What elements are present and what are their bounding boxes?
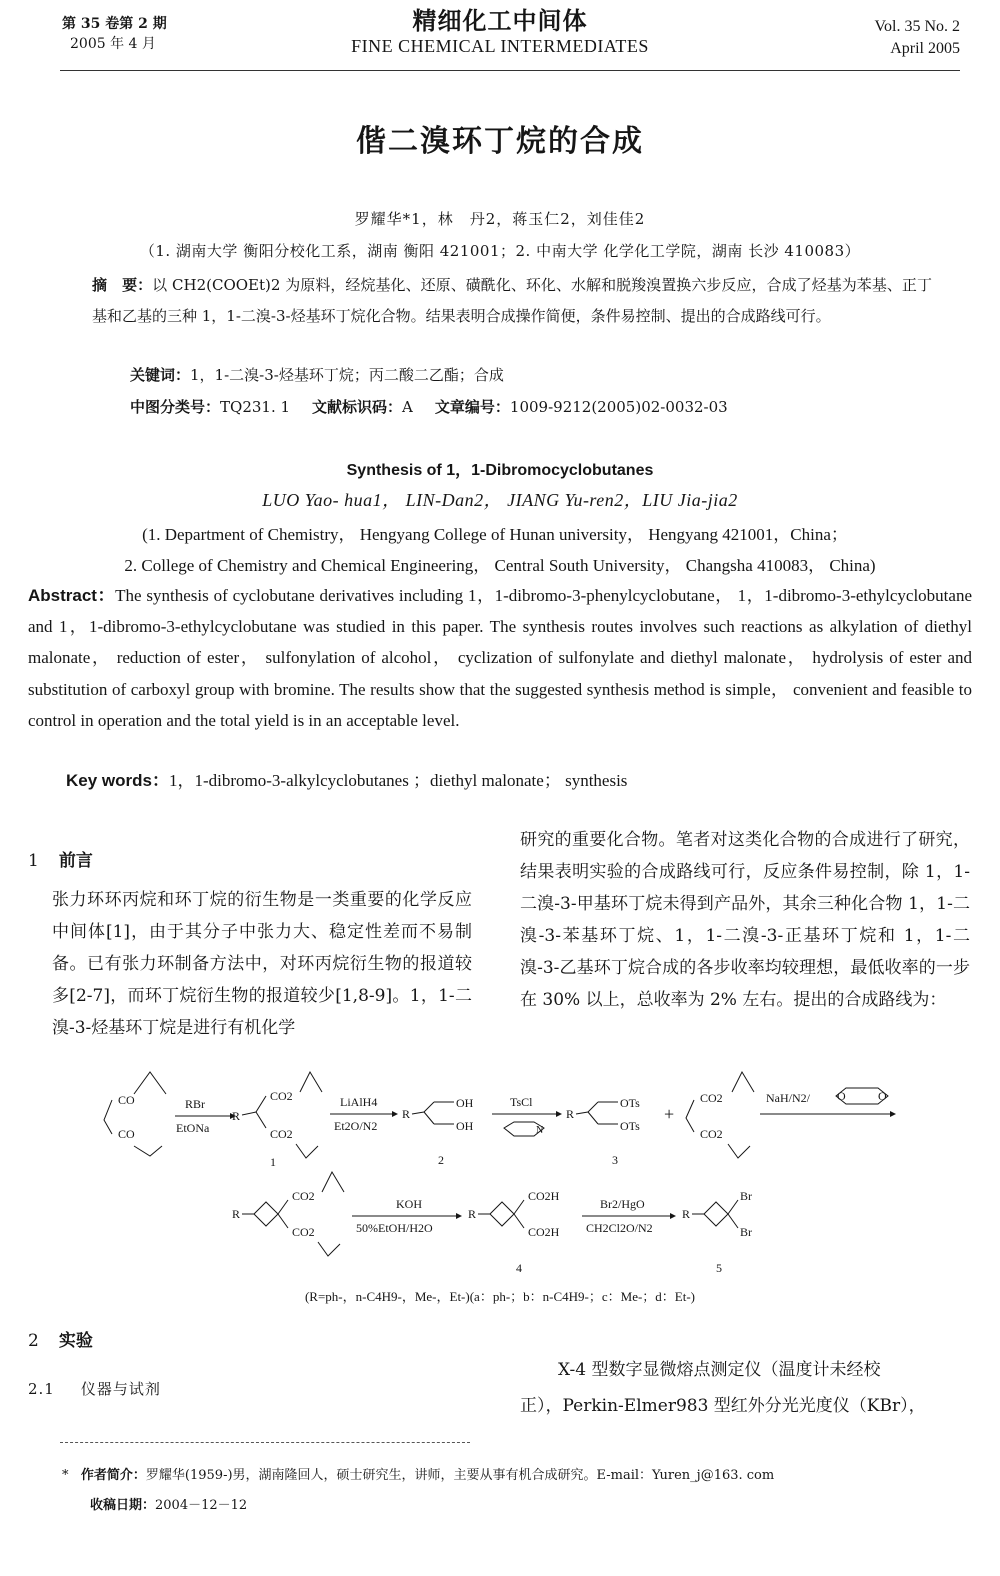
co-label-top: CO [118,1093,135,1107]
journal-title [0,6,1000,56]
section-1-left-text: 张力环环丙烷和环丁烷的衍生物是一类重要的化学反应中间体[1]，由于其分子中张力大、稳定性差而不易制备。已有张力环制备方法中，对环丙烷衍生物的报道较多[2-7]，而环丁烷衍生物的报道较少[1,8-9]。1，1-二溴-3-烃基环丁烷是进行有机化学 [52,890,472,1038]
compound-number-4: 4 [516,1261,522,1275]
section-2-right-column [520,1352,970,1424]
ots-label-3a: OTs [620,1096,640,1110]
compound-3-structure [566,1096,640,1167]
author-bio-text: 罗耀华(1959-)男，湖南隆回人，硕士研究生，讲师，主要从事有机合成研究。E-mail：Yuren_j@163. com [145,1468,775,1483]
header-rule [60,70,960,71]
footnote-mark: * [62,1468,69,1483]
oh-label-2b: OH [456,1119,474,1133]
date-en: April 2005 [890,40,960,57]
compound-number-3: 3 [612,1153,618,1167]
arrow-6 [582,1197,676,1235]
affiliation-cn: （1. 湖南大学 衡阳分校化工系，湖南 衡阳 421001；2. 中南大学 化学化工学院，湖南 长沙 410083） [139,242,861,260]
compound-number-1: 1 [270,1155,276,1169]
section-2-1-title: 仪器与试剂 [80,1380,161,1398]
keywords-en-label: Key words： [66,771,169,790]
co2-label-5a: CO2 [292,1189,315,1203]
compound-4-structure [468,1189,560,1275]
section-1-left-column [52,884,472,1044]
article-number-label: 文章编号： [434,398,510,416]
reagent-et2o: Et2O/N2 [334,1119,378,1133]
authors-cn: 罗耀华*1，林 丹2，蒋玉仁2，刘佳佳2 [354,210,646,228]
abstract-cn-text: 以 CH2(COOEt)2 为原料，经烷基化、还原、磺酰化、环化、水解和脱羧溴置换六步反应，合成了烃基为苯基、正丁基和乙基的三种 1，1-二溴-3-烃基环丁烷化合物。结果表明合成操作简便，条件易控制、提出的合成路线可行。 [92,276,932,325]
doc-code-value: A [402,398,413,416]
co2h-label-a: CO2H [528,1189,560,1203]
r-group-6: R [682,1207,691,1221]
abstract-en [28,580,972,736]
br-label-b: Br [740,1225,752,1239]
reagent-lialh4: LiAlH4 [340,1095,378,1109]
reagent-br2-hgo: Br2/HgO [600,1197,645,1211]
compound-5-structure [682,1189,752,1275]
journal-name-en: FINE CHEMICAL INTERMEDIATES [351,36,649,56]
section-1-title: 前言 [58,851,93,871]
co2-label-4a: CO2 [700,1091,723,1105]
section-2-number: 2 [28,1331,39,1351]
section-1-right-column [520,824,970,1016]
received-date-footnote [90,1494,247,1513]
article-number-value: 1009-9212(2005)02-0032-03 [509,398,728,416]
r-group-2: R [402,1107,411,1121]
reagent-tscl: TsCl [510,1095,533,1109]
dioxane-o-right: O [878,1089,887,1103]
journal-name-cn: 精细化工中间体 [412,6,588,35]
co2-label-5b: CO2 [292,1225,315,1239]
section-2-line-2: 正），Perkin-Elmer983 型红外分光光度仪（KBr）， [520,1396,926,1416]
reagent-rbr: RBr [185,1097,206,1111]
compound-number-5: 5 [716,1261,722,1275]
co2-label-1a: CO2 [270,1089,293,1103]
compound-number-2: 2 [438,1153,444,1167]
co-label-bottom: CO [118,1127,135,1141]
keywords-cn [130,364,504,385]
ots-label-3b: OTs [620,1119,640,1133]
keywords-cn-text: 1，1-二溴-3-烃基环丁烷；丙二酸二乙酯；合成 [190,366,504,384]
compound-1-structure [232,1072,322,1169]
arrow-4 [760,1088,896,1117]
arrow-1 [175,1097,236,1135]
diethyl-malonate-structure-2 [686,1072,754,1158]
compound-2-structure [402,1096,474,1167]
date-cn: 2005 年 4 月 [70,36,156,52]
abstract-cn-label: 摘 要： [92,276,153,294]
co2-label-4b: CO2 [700,1127,723,1141]
issue-info-en [875,16,961,60]
plus-sign: + [664,1104,675,1124]
section-2-1-number: 2.1 [28,1380,55,1398]
co2-label-1b: CO2 [270,1127,293,1141]
section-2-1-heading [28,1378,161,1399]
paper-title-en: Synthesis of 1，1-Dibromocyclobutanes [346,462,654,479]
r-group-3: R [566,1107,575,1121]
arrow-2 [330,1095,398,1133]
br-label-a: Br [740,1189,752,1203]
abstract-cn [92,270,932,332]
vol-issue-cn: 第 35 卷第 2 期 [62,16,167,32]
keywords-en [66,766,627,791]
footnote-rule [60,1442,470,1443]
author-bio-footnote [62,1464,774,1483]
reagent-ch2cl2: CH2Cl2O/N2 [586,1221,653,1235]
keywords-cn-label: 关键词： [130,366,191,384]
vol-issue-en: Vol. 35 No. 2 [874,18,960,35]
received-date-label: 收稿日期： [90,1498,156,1513]
section-1-heading [28,846,93,871]
clc-value: TQ231. 1 [220,398,291,416]
authors-en: LUO Yao- hua1， LIN-Dan2， JIANG Yu-ren2，LIU Jia-jia2 [262,490,738,510]
dioxane-o-left: O [837,1089,846,1103]
synthesis-scheme [90,1060,910,1278]
section-1-number: 1 [28,851,39,871]
oh-label-2a: OH [456,1096,474,1110]
abstract-en-text: The synthesis of cyclobutane derivatives including 1，1-dibromo-3-phenylcyclobutane， 1，1-dibromo-3-ethylcyclobutane and 1，1-dibromo-3-ethylcyclobutane was studied in this paper. The synthesis routes involves such reactions as alkylation of diethyl malonate， reduction of ester， sulfonylation of alcohol， cyclization of sulfonylate and diethyl malonate， hydrolysis of ester and substitution of carboxyl group with bromine. The results show that the suggested synthesis method is simple， convenient and feasible to control in operation and the total yield is in an acceptable level. [28,586,972,730]
doc-code-label: 文献标识码： [312,398,403,416]
clc-label: 中图分类号： [130,398,221,416]
reagent-etoh-water: 50%EtOH/H2O [356,1221,433,1235]
r-group-1: R [232,1109,241,1123]
classification-line [130,396,728,417]
author-bio-label: 作者简介： [80,1468,146,1483]
scheme-legend: (R=ph-，n-C4H9-，Me-，Et-)(a：ph-；b：n-C4H9-；c：Me-；d：Et-) [304,1289,696,1304]
cyclobutane-diester-structure [232,1172,344,1256]
section-2-line-1: X-4 型数字显微熔点测定仪（温度计未经校 [558,1360,881,1380]
reagent-nah: NaH/N2/ [766,1091,810,1105]
abstract-en-label: Abstract： [28,586,116,605]
section-2-heading [28,1326,93,1351]
r-group-4: R [232,1207,241,1221]
r-group-5: R [468,1207,477,1221]
arrow-3 [492,1095,562,1136]
section-2-title: 实验 [58,1331,93,1351]
section-1-right-text: 研究的重要化合物。笔者对这类化合物的合成进行了研究，结果表明实验的合成路线可行，反应条件易控制，除 1，1-二溴-3-甲基环丁烷未得到产品外，其余三种化合物 1，1-二溴-3-苯基环丁烷、1，1-二溴-3-正基环丁烷和 1，1-二溴-3-乙基环丁烷合成的各步收率均较理想，最低收率的一步在 30% 以上，总收率为 2% 左右。提出的合成路线为： [520,830,970,1010]
reagent-etona: EtONa [176,1121,210,1135]
received-date-value: 2004－12－12 [155,1498,248,1513]
reagent-koh: KOH [396,1197,422,1211]
paper-title-cn: 偕二溴环丁烷的合成 [356,124,644,159]
diethyl-malonate-structure [104,1072,166,1156]
co2h-label-b: CO2H [528,1225,560,1239]
affiliation-en-1: (1. Department of Chemistry， Hengyang College of Hunan university， Hengyang 421001，China； [142,525,848,544]
pyridine-n: N [536,1125,544,1136]
keywords-en-text: 1，1-dibromo-3-alkylcyclobutanes ；diethyl malonate； synthesis [168,771,628,790]
arrow-5 [352,1197,462,1235]
affiliation-en-2: 2. College of Chemistry and Chemical Engineering， Central South University， Changsha 410083， China) [124,556,876,575]
